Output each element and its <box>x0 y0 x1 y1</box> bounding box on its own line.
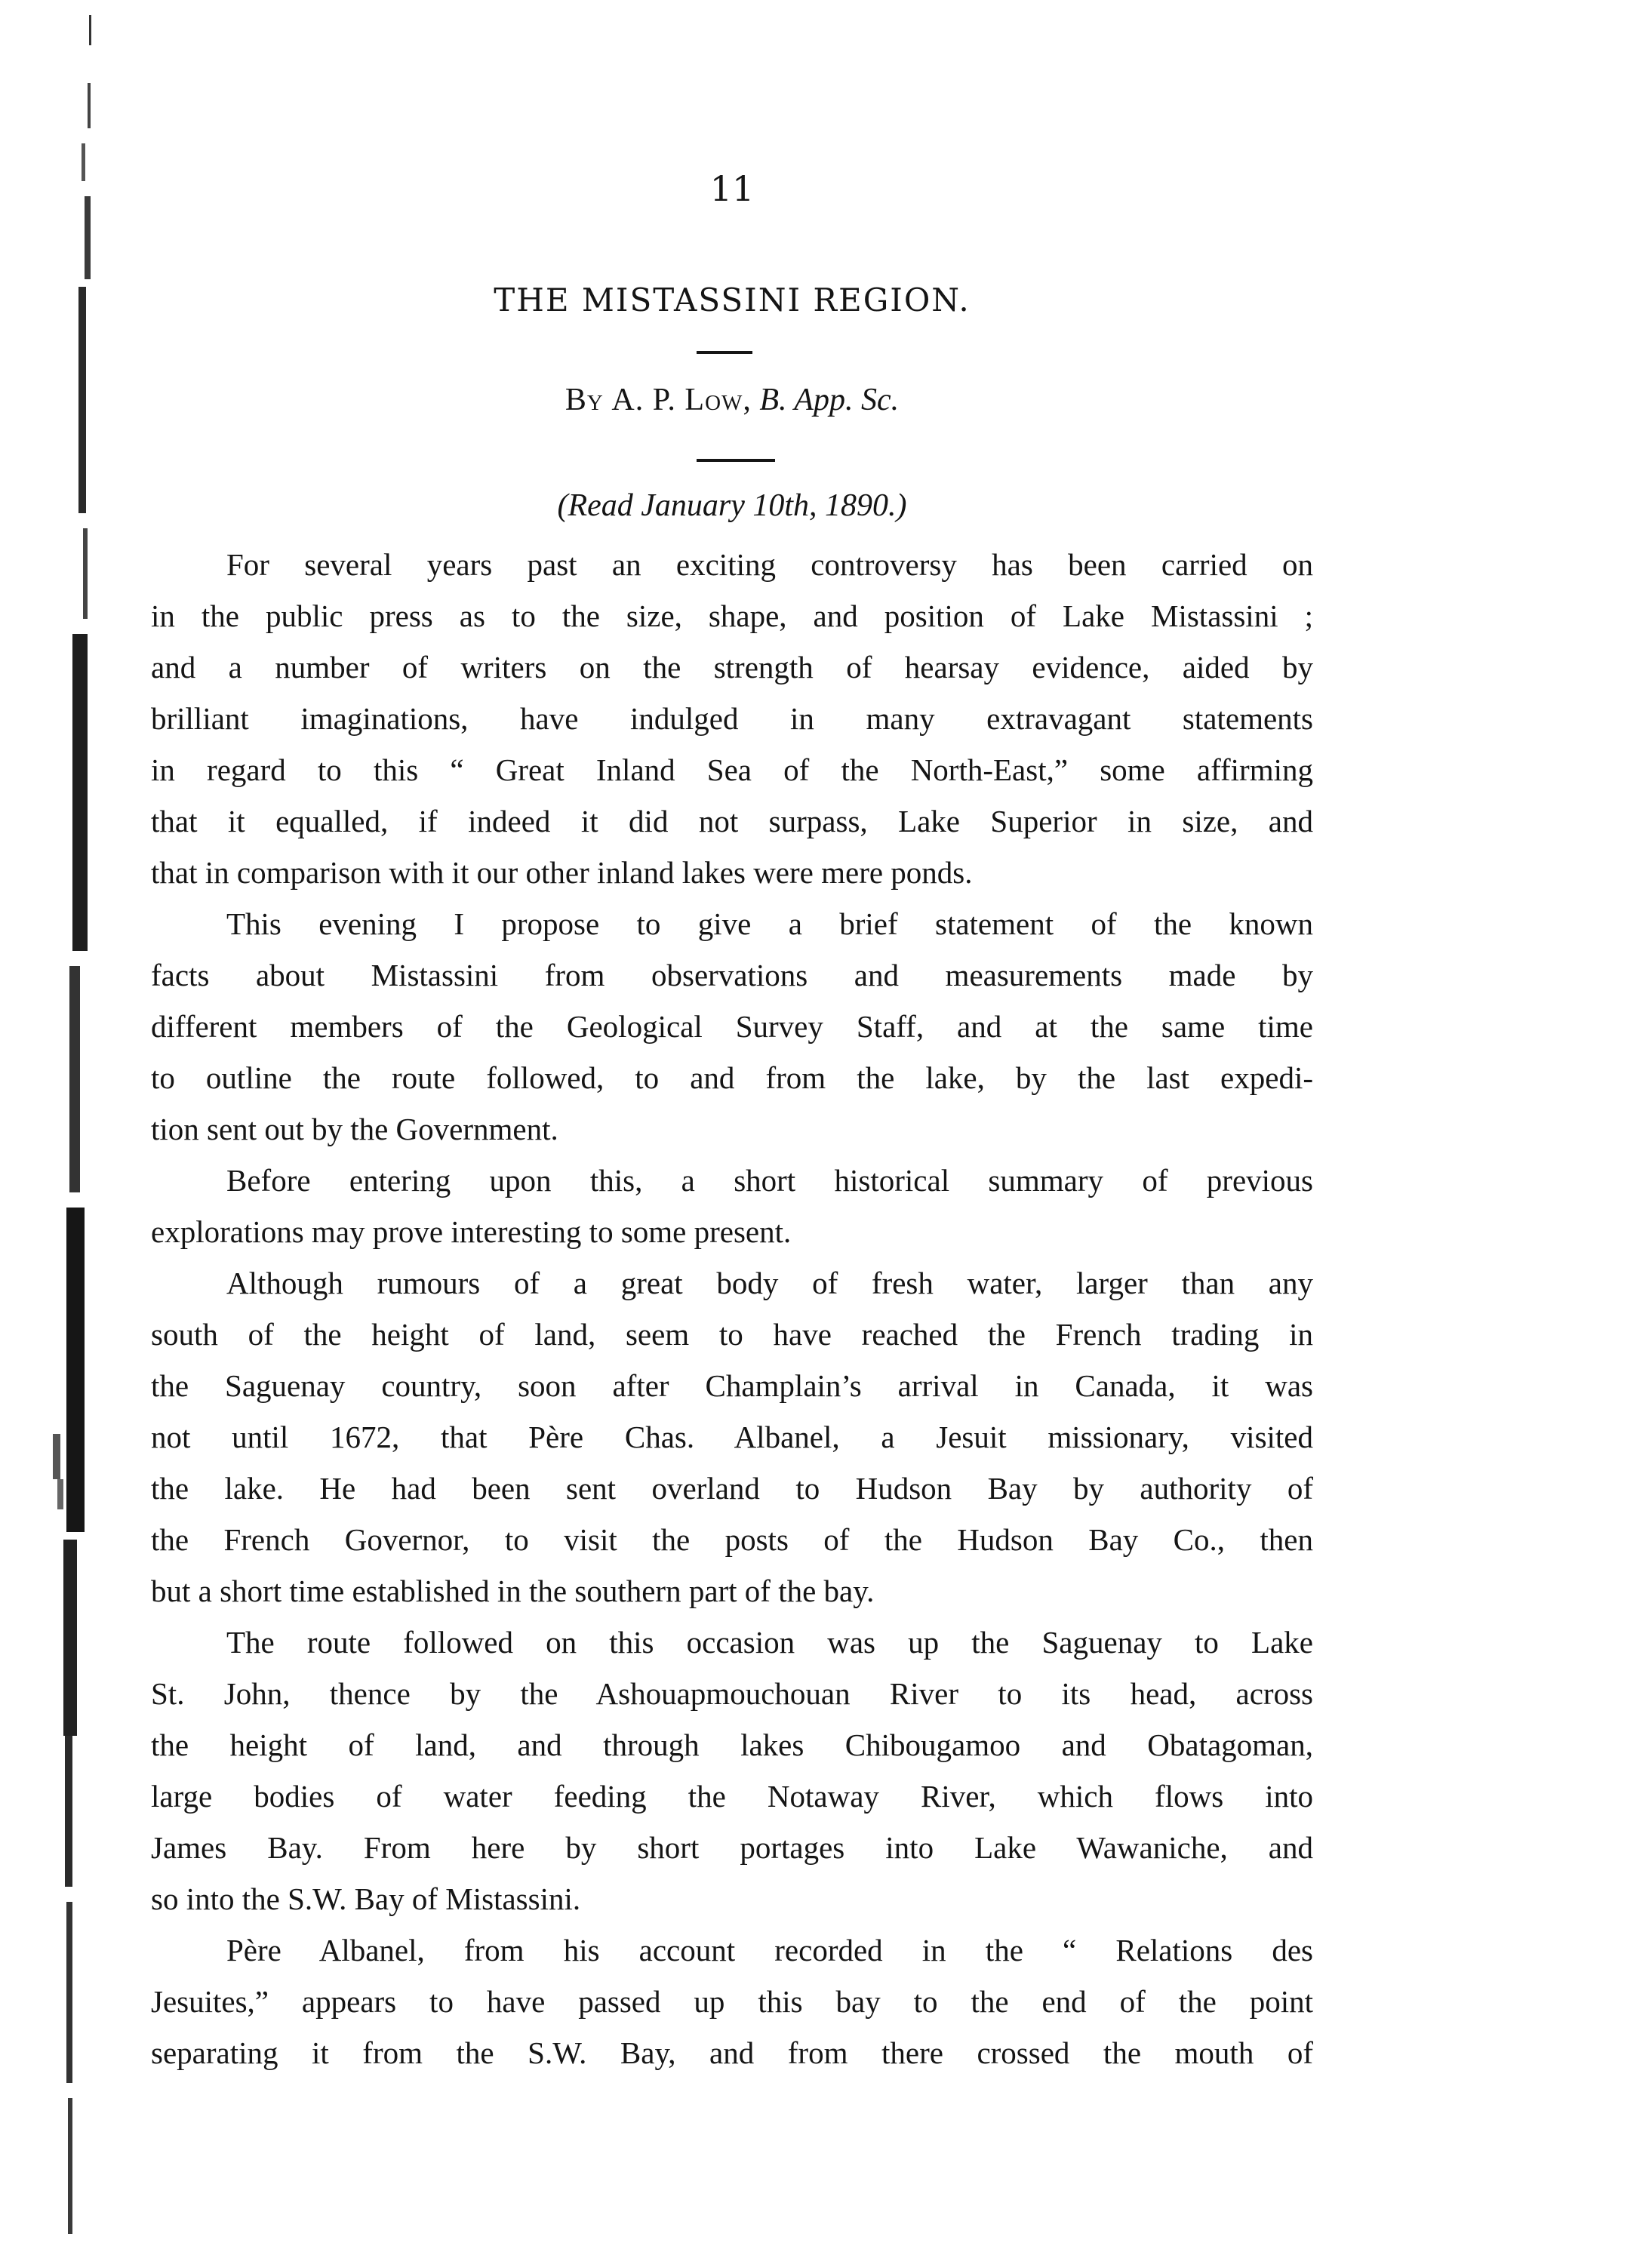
text-line: facts about Mistassini from observations and measurements made by <box>151 958 1313 992</box>
paragraph <box>151 1617 1313 1924</box>
text-line: the Saguenay country, soon after Champlain’s arrival in Canada, it was <box>151 1368 1313 1403</box>
text-line: tion sent out by the Government. <box>151 1112 558 1146</box>
paragraph <box>151 1924 1313 2078</box>
text-line: and a number of writers on the strength of hearsay evidence, aided by <box>151 650 1313 685</box>
text-line: the height of land, and through lakes Chibougamoo and Obatagoman, <box>151 1728 1313 1762</box>
text-line: large bodies of water feeding the Notaway River, which flows into <box>151 1779 1313 1814</box>
text-line: so into the S.W. Bay of Mistassini. <box>151 1881 581 1916</box>
paragraph <box>151 1155 1313 1257</box>
text-line: but a short time established in the southern part of the bay. <box>151 1574 875 1608</box>
text-line: This evening I propose to give a brief statement of the known <box>226 906 1313 941</box>
byline-divider <box>697 459 775 462</box>
text-line: that in comparison with it our other inland lakes were mere ponds. <box>151 855 973 890</box>
text-line: Jesuites,” appears to have passed up this bay to the end of the point <box>151 1984 1313 2019</box>
title-divider <box>697 351 752 354</box>
text-line: explorations may prove interesting to some present. <box>151 1214 792 1249</box>
text-line: the lake. He had been sent overland to Hudson Bay by authority of <box>151 1471 1313 1506</box>
book-page <box>151 166 1313 2128</box>
scanned-binding-edge <box>0 0 106 2249</box>
text-line: the French Governor, to visit the posts of the Hudson Bay Co., then <box>151 1522 1313 1557</box>
text-line: not until 1672, that Père Chas. Albanel, a Jesuit missionary, visited <box>151 1420 1313 1454</box>
byline <box>151 377 1313 423</box>
text-line: in the public press as to the size, shape, and position of Lake Mistassini ; <box>151 598 1313 633</box>
paragraph <box>151 539 1313 898</box>
byline-prefix: By <box>565 383 604 417</box>
byline-degree: B. App. Sc. <box>759 383 900 417</box>
text-line: St. John, thence by the Ashouapmouchouan River to its head, across <box>151 1676 1313 1711</box>
article-title: THE MISTASSINI REGION. <box>494 282 971 318</box>
byline-author: A. P. Low, <box>611 383 752 417</box>
text-line: in regard to this “ Great Inland Sea of the North-East,” some affirming <box>151 752 1313 787</box>
text-line: The route followed on this occasion was up the Saguenay to Lake <box>226 1625 1313 1660</box>
page-number: 11 <box>709 168 755 209</box>
paragraph <box>151 898 1313 1155</box>
body-text <box>151 539 1313 2078</box>
text-line: For several years past an exciting controversy has been carried on <box>226 547 1313 582</box>
text-line: James Bay. From here by short portages into Lake Wawaniche, and <box>151 1830 1313 1865</box>
text-line: Before entering upon this, a short historical summary of previous <box>226 1163 1313 1198</box>
text-line: separating it from the S.W. Bay, and from there crossed the mouth of <box>151 2035 1313 2070</box>
text-line: that it equalled, if indeed it did not surpass, Lake Superior in size, and <box>151 804 1313 838</box>
text-line: Although rumours of a great body of fresh water, larger than any <box>226 1266 1313 1300</box>
text-line: south of the height of land, seem to have reached the French trading in <box>151 1317 1313 1352</box>
text-line: brilliant imaginations, have indulged in many extravagant statements <box>151 701 1313 736</box>
read-date-note: (Read January 10th, 1890.) <box>557 488 907 523</box>
text-line: to outline the route followed, to and from the lake, by the last expedi- <box>151 1060 1313 1095</box>
text-line: different members of the Geological Survey Staff, and at the same time <box>151 1009 1313 1044</box>
text-line: Père Albanel, from his account recorded in the “ Relations des <box>226 1933 1313 1967</box>
paragraph <box>151 1257 1313 1617</box>
